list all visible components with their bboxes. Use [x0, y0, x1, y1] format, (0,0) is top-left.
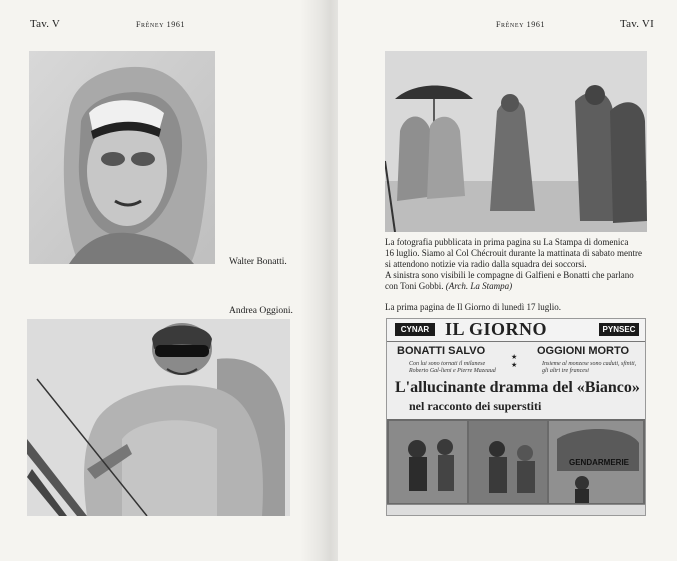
newspaper-photos-image: [387, 419, 645, 505]
caption-line-5-text: con Toni Gobbi.: [385, 281, 444, 291]
caption-line-1: La fotografia pubblicata in prima pagina su La Stampa di domenica: [385, 237, 629, 247]
plate-number-left: Tav. V: [30, 18, 61, 30]
bonatti-portrait-image: [29, 51, 215, 264]
star-separator-icon: ★ ★: [511, 353, 518, 369]
ad-pynsec: PYNSEC: [599, 323, 639, 336]
headline-bonatti-salvo: BONATTI SALVO: [397, 345, 486, 357]
newspaper-photo-strip: [387, 419, 645, 505]
left-page: [0, 0, 330, 561]
caption-line-3: si attendono notizie via radio dalla squadra dei soccorsi.: [385, 259, 587, 269]
subhead-right: Insieme al monzese sono caduti, sfiniti, gli altri tre francesi: [542, 361, 637, 374]
caption-walter-bonatti: Walter Bonatti.: [229, 257, 287, 267]
plate-number-right: Tav. VI: [620, 18, 654, 30]
running-title-right: Frêney 1961: [496, 20, 546, 29]
newspaper-masthead: IL GIORNO: [445, 319, 548, 339]
main-headline: L'allucinante dramma del «Bianco»: [395, 379, 640, 396]
ad-cynar: CYNAR: [395, 323, 435, 336]
caption-andrea-oggioni: Andrea Oggioni.: [229, 306, 293, 316]
photo-col-checrouit: [385, 51, 647, 232]
subhead-left: Con lui sono tornati il milanese Roberto Gal-lieni e Pierre Mazeaud: [409, 361, 496, 374]
photo-walter-bonatti: [29, 51, 215, 264]
headline-oggioni-morto: OGGIONI MORTO: [537, 345, 630, 357]
photo-andrea-oggioni: [27, 319, 290, 516]
gendarmerie-text: GENDARMERIE: [569, 458, 630, 467]
running-title-left: Frêney 1961: [136, 20, 186, 29]
caption-line-5: [385, 281, 647, 292]
newspaper-front-page: [386, 318, 646, 516]
caption-source: (Arch. La Stampa): [445, 281, 513, 291]
rescue-waiting-image: [385, 51, 647, 232]
caption-line-4: A sinistra sono visibili le compagne di Galfieni e Bonatti che parlano: [385, 270, 634, 280]
caption-line-2: 16 luglio. Siamo al Col Chécrouit durante la mattinata di sabato mentre: [385, 248, 642, 258]
caption-newspaper-intro: La prima pagina de Il Giorno di lunedì 17 luglio.: [385, 302, 561, 312]
caption-col-checrouit: [385, 237, 647, 292]
main-subheadline: nel racconto dei superstiti: [409, 399, 542, 413]
oggioni-portrait-image: [27, 319, 290, 516]
newspaper-masthead-bar: [387, 319, 645, 342]
newspaper-footer: [387, 504, 645, 515]
